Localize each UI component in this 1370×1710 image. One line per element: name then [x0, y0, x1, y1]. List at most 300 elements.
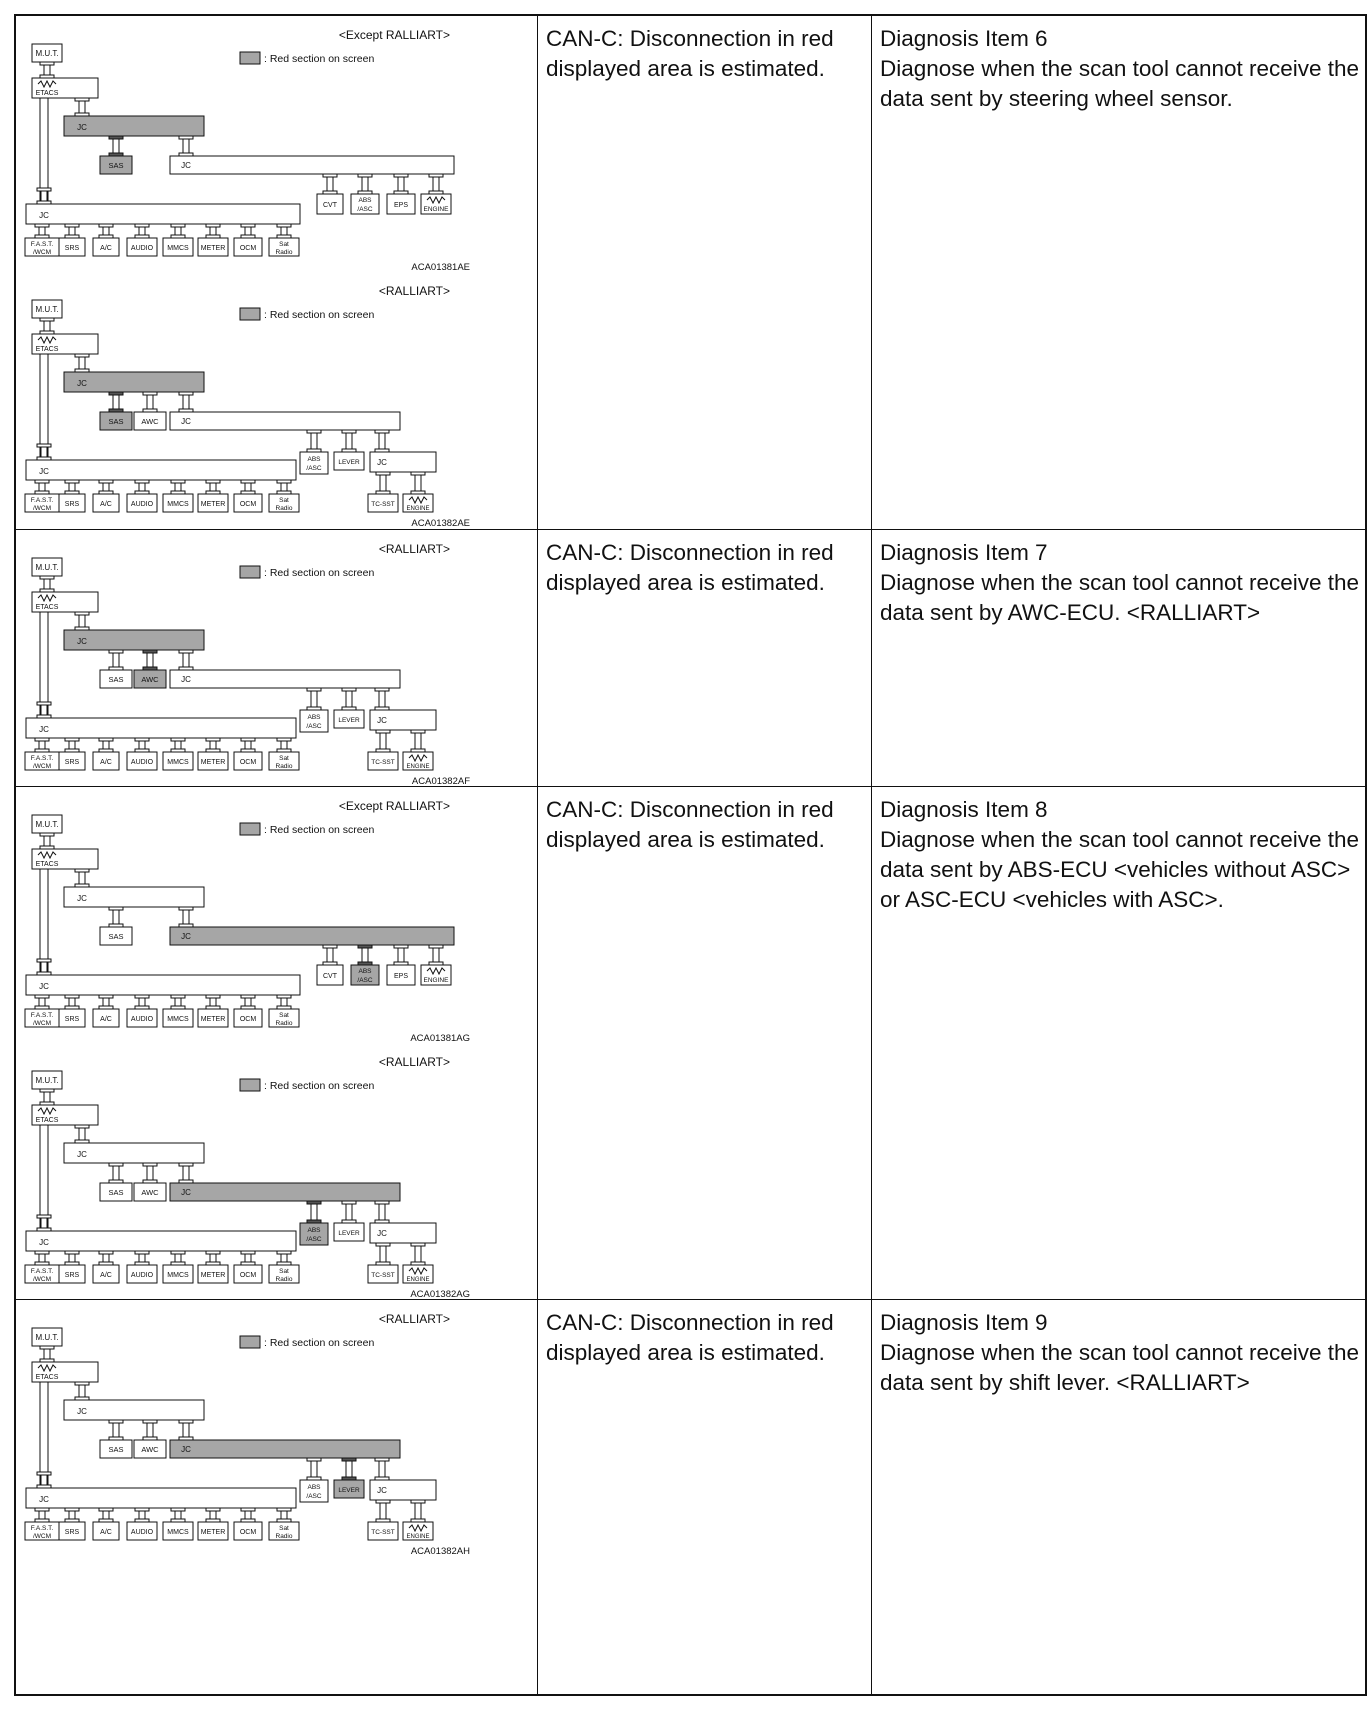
connector — [143, 1420, 157, 1423]
condition-cell — [538, 16, 872, 529]
variant-label: <RALLIART> — [378, 542, 450, 556]
engine-label: ENGINE — [406, 506, 430, 512]
srs-label: SRS — [64, 245, 80, 252]
connector — [40, 1089, 54, 1092]
connector — [429, 945, 443, 948]
connector — [143, 650, 157, 653]
connector — [40, 576, 54, 579]
eps-label: EPS — [393, 973, 409, 980]
fast-label-line2: /WCM — [32, 1020, 52, 1027]
cvt-label: CVT — [323, 202, 337, 209]
audio-label: AUDIO — [130, 245, 154, 252]
jc-left-box — [26, 1231, 296, 1251]
jc-right-label: JC — [181, 1445, 191, 1454]
connector — [323, 945, 337, 948]
connector — [40, 62, 54, 65]
variant-label: <RALLIART> — [378, 1312, 450, 1326]
jc-right-label: JC — [181, 1188, 191, 1197]
connector — [411, 1243, 425, 1246]
connector — [241, 738, 255, 741]
connector — [323, 174, 337, 177]
connector — [135, 1251, 149, 1254]
legend-text: : Red section on screen — [264, 309, 375, 321]
can-bus-diagram — [20, 1302, 532, 1582]
meter-label: METER — [200, 245, 226, 252]
connector — [375, 1458, 389, 1461]
lever-label: LEVER — [338, 459, 360, 466]
diagnosis-table — [14, 14, 1367, 1696]
ac-label: A/C — [100, 501, 112, 508]
srs-label: SRS — [64, 1272, 80, 1279]
audio-label: AUDIO — [130, 1272, 154, 1279]
connector — [411, 1500, 425, 1503]
jc-right-label: JC — [181, 161, 191, 170]
mut-label: M.U.T. — [35, 563, 59, 572]
legend-swatch — [240, 566, 260, 578]
connector — [109, 392, 123, 395]
connector — [35, 480, 49, 483]
awc-label: AWC — [141, 417, 159, 426]
connector — [99, 1508, 113, 1511]
mut-label: M.U.T. — [35, 1333, 59, 1342]
mut-label: M.U.T. — [35, 820, 59, 829]
awc-label: AWC — [141, 675, 159, 684]
abs-label: ABS — [307, 456, 321, 463]
connector — [135, 480, 149, 483]
sas-label: SAS — [108, 1188, 124, 1197]
abs-label: ABS — [307, 714, 321, 721]
connector — [206, 1251, 220, 1254]
connector — [342, 1201, 356, 1204]
jc-right-label: JC — [181, 932, 191, 941]
jc-top-label: JC — [77, 1407, 87, 1416]
jc-right-label: JC — [181, 417, 191, 426]
connector — [429, 174, 443, 177]
connector — [206, 738, 220, 741]
description-cell — [872, 530, 1365, 786]
ac-label: A/C — [100, 245, 112, 252]
fast-label-line2: /WCM — [32, 505, 52, 512]
legend-text: : Red section on screen — [264, 567, 375, 579]
etacs-label: ETACS — [35, 346, 59, 353]
srs-label: SRS — [64, 501, 80, 508]
figure-code: ACA01382AG — [410, 1289, 470, 1300]
connector — [394, 945, 408, 948]
connector — [65, 1508, 79, 1511]
connector — [307, 1458, 321, 1461]
abs-label-line2: /ASC — [306, 1236, 322, 1243]
audio-label: AUDIO — [130, 759, 154, 766]
can-bus-diagram — [20, 1045, 532, 1325]
connector — [277, 1508, 291, 1511]
jc-left-label: JC — [39, 211, 49, 220]
engine-label: ENGINE — [423, 977, 449, 984]
fast-label-line2: /WCM — [32, 763, 52, 770]
connector — [35, 224, 49, 227]
condition-text: CAN-C: Disconnection in red displayed area is estimated. — [546, 1310, 834, 1365]
jc-right-label: JC — [181, 675, 191, 684]
fast-label-line2: /WCM — [32, 249, 52, 256]
connector — [179, 136, 193, 139]
connector — [99, 738, 113, 741]
connector — [40, 318, 54, 321]
fast-label: F.A.S.T. — [30, 1525, 54, 1532]
abs-label: ABS — [307, 1484, 321, 1491]
connector — [241, 224, 255, 227]
meter-label: METER — [200, 501, 226, 508]
description-cell — [872, 787, 1365, 1299]
variant-label: <RALLIART> — [378, 284, 450, 298]
connector — [65, 995, 79, 998]
connector — [394, 174, 408, 177]
sat-label: Sat — [279, 241, 289, 248]
ocm-label: OCM — [239, 759, 257, 766]
sat-label-line2: Radio — [275, 1276, 293, 1283]
connector — [277, 738, 291, 741]
jc-small-label: JC — [377, 458, 387, 467]
diagram-cell — [16, 787, 538, 1299]
jc-right-box — [170, 1440, 400, 1458]
connector — [307, 688, 321, 691]
abs-label-line2: /ASC — [306, 1493, 322, 1500]
connector — [241, 995, 255, 998]
table-row — [16, 530, 1365, 787]
jc-top-label: JC — [77, 1150, 87, 1159]
connector — [109, 136, 123, 139]
sat-label: Sat — [279, 1268, 289, 1275]
condition-cell — [538, 1300, 872, 1694]
ocm-label: OCM — [239, 245, 257, 252]
sat-label-line2: Radio — [275, 763, 293, 770]
fast-label: F.A.S.T. — [30, 241, 54, 248]
audio-label: AUDIO — [130, 1529, 154, 1536]
sat-label: Sat — [279, 1525, 289, 1532]
connector — [109, 1420, 123, 1423]
table-row — [16, 16, 1365, 530]
variant-label: <Except RALLIART> — [338, 28, 450, 42]
connector — [75, 1125, 89, 1128]
fast-label: F.A.S.T. — [30, 497, 54, 504]
connector — [37, 959, 51, 962]
mut-label: M.U.T. — [35, 1076, 59, 1085]
srs-label: SRS — [64, 1529, 80, 1536]
jc-small-label: JC — [377, 1486, 387, 1495]
connector — [75, 612, 89, 615]
connector — [37, 702, 51, 705]
meter-label: METER — [200, 759, 226, 766]
connector — [241, 1251, 255, 1254]
item-description: Diagnose when the scan tool cannot receive the data sent by AWC-ECU. <RALLIART> — [880, 570, 1360, 625]
connector — [342, 1458, 356, 1461]
srs-label: SRS — [64, 759, 80, 766]
condition-text: CAN-C: Disconnection in red displayed area is estimated. — [546, 797, 834, 852]
jc-small-label: JC — [377, 716, 387, 725]
connector — [342, 688, 356, 691]
figure-code: ACA01382AF — [411, 776, 470, 787]
meter-label: METER — [200, 1272, 226, 1279]
connector — [241, 1508, 255, 1511]
connector — [171, 995, 185, 998]
connector — [109, 650, 123, 653]
connector — [179, 650, 193, 653]
mmcs-label: MMCS — [167, 759, 189, 766]
legend-text: : Red section on screen — [264, 53, 375, 65]
legend-swatch — [240, 1336, 260, 1348]
condition-text: CAN-C: Disconnection in red displayed area is estimated. — [546, 26, 834, 81]
connector — [171, 1251, 185, 1254]
condition-cell — [538, 787, 872, 1299]
connector — [109, 1163, 123, 1166]
mmcs-label: MMCS — [167, 1016, 189, 1023]
connector — [65, 1251, 79, 1254]
srs-label: SRS — [64, 1016, 80, 1023]
jc-top-label: JC — [77, 894, 87, 903]
jc-left-box — [26, 1488, 296, 1508]
legend-swatch — [240, 308, 260, 320]
connector — [37, 1215, 51, 1218]
engine-label: ENGINE — [406, 1534, 430, 1540]
sas-label: SAS — [108, 161, 124, 170]
jc-left-box — [26, 204, 300, 224]
jc-top-label: JC — [77, 379, 87, 388]
connector — [135, 224, 149, 227]
tcsst-label: TC-SST — [371, 759, 395, 766]
connector — [206, 995, 220, 998]
legend-swatch — [240, 1079, 260, 1091]
etacs-label: ETACS — [35, 1117, 59, 1124]
abs-label: ABS — [358, 968, 372, 975]
connector — [40, 833, 54, 836]
can-bus-diagram — [20, 532, 532, 812]
jc-top-label: JC — [77, 123, 87, 132]
sat-label: Sat — [279, 497, 289, 504]
connector — [411, 472, 425, 475]
condition-text: CAN-C: Disconnection in red displayed area is estimated. — [546, 540, 834, 595]
legend-swatch — [240, 823, 260, 835]
connector — [411, 730, 425, 733]
tcsst-label: TC-SST — [371, 1272, 395, 1279]
connector — [241, 480, 255, 483]
connector — [35, 995, 49, 998]
connector — [307, 430, 321, 433]
engine-label: ENGINE — [406, 764, 430, 770]
connector — [109, 907, 123, 910]
connector — [135, 995, 149, 998]
variant-label: <RALLIART> — [378, 1055, 450, 1069]
jc-left-label: JC — [39, 1495, 49, 1504]
jc-left-label: JC — [39, 467, 49, 476]
abs-label-line2: /ASC — [357, 977, 373, 984]
jc-left-box — [26, 460, 296, 480]
connector — [75, 869, 89, 872]
can-bus-diagram — [20, 274, 532, 554]
mmcs-label: MMCS — [167, 501, 189, 508]
connector — [143, 1163, 157, 1166]
connector — [99, 995, 113, 998]
ac-label: A/C — [100, 759, 112, 766]
condition-cell — [538, 530, 872, 786]
connector — [375, 688, 389, 691]
description-cell — [872, 1300, 1365, 1694]
etacs-label: ETACS — [35, 90, 59, 97]
mut-label: M.U.T. — [35, 49, 59, 58]
meter-label: METER — [200, 1529, 226, 1536]
jc-right-box — [170, 412, 400, 430]
connector — [206, 224, 220, 227]
connector — [376, 730, 390, 733]
connector — [143, 392, 157, 395]
jc-left-label: JC — [39, 1238, 49, 1247]
connector — [342, 430, 356, 433]
ocm-label: OCM — [239, 501, 257, 508]
audio-label: AUDIO — [130, 1016, 154, 1023]
item-description: Diagnose when the scan tool cannot receive the data sent by ABS-ECU <vehicles without ASC> or ASC-ECU <vehicles with ASC>. — [880, 827, 1360, 912]
connector — [135, 1508, 149, 1511]
awc-label: AWC — [141, 1445, 159, 1454]
fast-label: F.A.S.T. — [30, 1012, 54, 1019]
connector — [179, 1420, 193, 1423]
connector — [277, 995, 291, 998]
fast-label: F.A.S.T. — [30, 1268, 54, 1275]
figure-code: ACA01381AG — [410, 1033, 470, 1044]
abs-label-line2: /ASC — [357, 206, 373, 213]
ocm-label: OCM — [239, 1016, 257, 1023]
jc-top-label: JC — [77, 637, 87, 646]
connector — [171, 480, 185, 483]
ac-label: A/C — [100, 1016, 112, 1023]
connector — [171, 1508, 185, 1511]
sas-label: SAS — [108, 417, 124, 426]
jc-left-box — [26, 975, 300, 995]
mmcs-label: MMCS — [167, 1272, 189, 1279]
tcsst-label: TC-SST — [371, 1529, 395, 1536]
jc-left-label: JC — [39, 725, 49, 734]
connector — [358, 174, 372, 177]
sat-label-line2: Radio — [275, 249, 293, 256]
connector — [171, 738, 185, 741]
mmcs-label: MMCS — [167, 245, 189, 252]
connector — [277, 1251, 291, 1254]
table-row — [16, 787, 1365, 1300]
abs-label: ABS — [358, 197, 372, 204]
ocm-label: OCM — [239, 1529, 257, 1536]
connector — [376, 1243, 390, 1246]
diagram-cell — [16, 16, 538, 529]
sat-label-line2: Radio — [275, 1533, 293, 1540]
diagram-cell — [16, 1300, 538, 1694]
tcsst-label: TC-SST — [371, 501, 395, 508]
jc-right-box — [170, 156, 454, 174]
ocm-label: OCM — [239, 1272, 257, 1279]
meter-label: METER — [200, 1016, 226, 1023]
connector — [75, 354, 89, 357]
item-title: Diagnosis Item 7 — [880, 540, 1048, 565]
connector — [171, 224, 185, 227]
connector — [75, 98, 89, 101]
etacs-label: ETACS — [35, 861, 59, 868]
can-bus-diagram — [20, 789, 532, 1069]
abs-label: ABS — [307, 1227, 321, 1234]
connector — [37, 188, 51, 191]
sat-label: Sat — [279, 1012, 289, 1019]
abs-label-line2: /ASC — [306, 465, 322, 472]
connector — [376, 472, 390, 475]
connector — [206, 480, 220, 483]
connector — [179, 1163, 193, 1166]
connector — [37, 444, 51, 447]
cvt-label: CVT — [323, 973, 337, 980]
abs-label-line2: /ASC — [306, 723, 322, 730]
eps-label: EPS — [393, 202, 409, 209]
sas-label: SAS — [108, 932, 124, 941]
diagram-cell — [16, 530, 538, 786]
mut-label: M.U.T. — [35, 305, 59, 314]
connector — [65, 224, 79, 227]
item-title: Diagnosis Item 9 — [880, 1310, 1048, 1335]
connector — [35, 1508, 49, 1511]
engine-label: ENGINE — [406, 1277, 430, 1283]
table-row — [16, 1300, 1365, 1694]
etacs-label: ETACS — [35, 604, 59, 611]
legend-text: : Red section on screen — [264, 824, 375, 836]
sat-label: Sat — [279, 755, 289, 762]
connector — [35, 738, 49, 741]
legend-text: : Red section on screen — [264, 1337, 375, 1349]
sat-label-line2: Radio — [275, 505, 293, 512]
connector — [358, 945, 372, 948]
connector — [307, 1201, 321, 1204]
connector — [65, 738, 79, 741]
connector — [277, 224, 291, 227]
figure-code: ACA01382AH — [410, 1546, 470, 1557]
connector — [99, 480, 113, 483]
item-description: Diagnose when the scan tool cannot receive the data sent by steering wheel sensor. — [880, 56, 1360, 111]
description-cell — [872, 16, 1365, 529]
awc-label: AWC — [141, 1188, 159, 1197]
jc-left-label: JC — [39, 982, 49, 991]
connector — [179, 392, 193, 395]
sas-label: SAS — [108, 1445, 124, 1454]
lever-label: LEVER — [338, 1230, 360, 1237]
fast-label-line2: /WCM — [32, 1276, 52, 1283]
connector — [65, 480, 79, 483]
connector — [277, 480, 291, 483]
connector — [135, 738, 149, 741]
legend-text: : Red section on screen — [264, 1080, 375, 1092]
item-description: Diagnose when the scan tool cannot receive the data sent by shift lever. <RALLIART> — [880, 1340, 1360, 1395]
connector — [376, 1500, 390, 1503]
jc-right-box — [170, 1183, 400, 1201]
figure-code: ACA01382AE — [411, 518, 470, 529]
connector — [375, 430, 389, 433]
item-title: Diagnosis Item 6 — [880, 26, 1048, 51]
jc-right-box — [170, 927, 454, 945]
audio-label: AUDIO — [130, 501, 154, 508]
lever-label: LEVER — [338, 717, 360, 724]
fast-label: F.A.S.T. — [30, 755, 54, 762]
mmcs-label: MMCS — [167, 1529, 189, 1536]
connector — [75, 1382, 89, 1385]
jc-left-box — [26, 718, 296, 738]
jc-small-label: JC — [377, 1229, 387, 1238]
connector — [206, 1508, 220, 1511]
jc-right-box — [170, 670, 400, 688]
variant-label: <Except RALLIART> — [338, 799, 450, 813]
connector — [179, 907, 193, 910]
connector — [375, 1201, 389, 1204]
figure-code: ACA01381AE — [411, 262, 470, 273]
fast-label-line2: /WCM — [32, 1533, 52, 1540]
